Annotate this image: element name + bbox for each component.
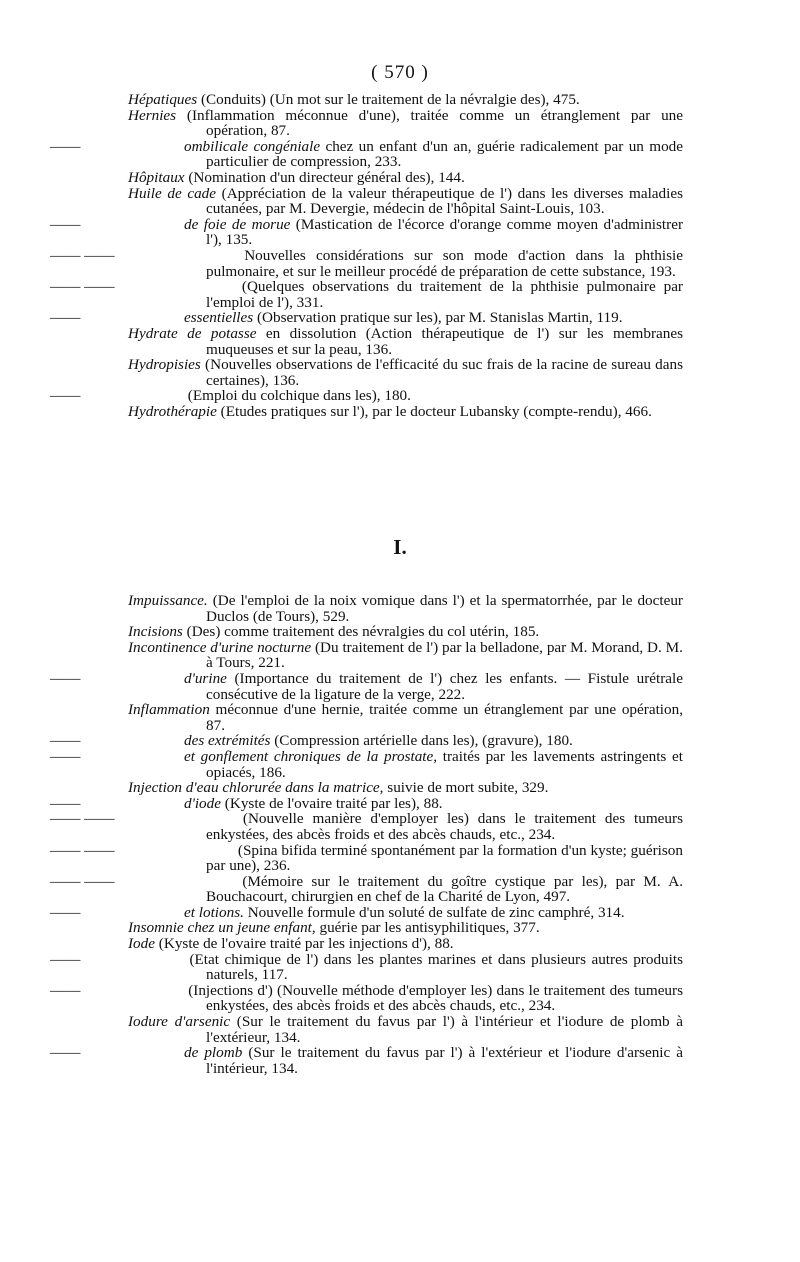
index-text: (Emploi du colchique dans les), 180. [184, 387, 411, 405]
ditto-dash: —— [50, 215, 81, 233]
index-entry [50, 794, 683, 812]
index-entry [50, 278, 683, 311]
index-text: (Sur le traitement du favus par l') à l'extérieur et l'iodure d'arsenic à l'intérieur, 134. [206, 1044, 683, 1077]
index-term: et gonflement chroniques de la prostate, [184, 747, 438, 765]
index-entry [50, 841, 683, 875]
index-text: (Inflammation méconnue d'une), traitée comme un étranglement par une opération, 87. [176, 106, 683, 140]
index-entry [128, 108, 683, 139]
index-term: de plomb [184, 1044, 243, 1062]
index-entry [128, 1014, 683, 1045]
index-text: (Nouvelles observations de l'efficacité du suc frais de la racine de sureau dans certaines), 136. [200, 356, 683, 389]
index-term: ombilicale congéniale [184, 137, 321, 155]
index-entry [128, 780, 683, 796]
ditto-dash: —— [50, 669, 81, 687]
index-term: Hépatiques [128, 91, 198, 108]
index-text: (Mastication de l'écorce d'orange comme moyen d'administrer l'), 135. [206, 215, 683, 249]
index-text: (Quelques observations du traitement de la phthisie pulmonaire par l'emploi de l'), 331. [206, 278, 683, 311]
ditto-dash: —— [50, 309, 81, 327]
index-entry [50, 1044, 683, 1077]
index-term: Iodure d'arsenic [128, 1013, 231, 1031]
index-text: guérie par les antisyphilitiques, 377. [315, 919, 540, 937]
index-text: (Des) comme traitement des névralgies du col utérin, 185. [182, 623, 540, 641]
index-term: d'iode [184, 794, 221, 812]
ditto-dash: —— [50, 732, 81, 750]
index-entry [50, 981, 683, 1015]
index-term: Hernies [128, 106, 177, 124]
ditto-dash: —— —— [50, 246, 115, 264]
index-entry [50, 950, 683, 984]
index-term: Inflammation [128, 701, 210, 719]
index-text: (Spina bifida terminé spontanément par la formation d'un kyste; guérison par une), 236. [206, 841, 683, 875]
index-entry [128, 624, 683, 640]
index-entry [50, 747, 683, 781]
index-term: Incontinence d'urine nocturne [128, 638, 312, 656]
ditto-dash: —— —— [50, 872, 115, 890]
index-entry [128, 640, 683, 671]
index-term: Hydrothérapie [128, 402, 217, 420]
ditto-dash: —— [50, 747, 81, 765]
index-entry [128, 593, 683, 624]
ditto-dash: —— [50, 903, 81, 921]
index-text: (Kyste de l'ovaire traité par les injections d'), 88. [155, 935, 454, 953]
index-text: (Sur le traitement du favus par l') à l'intérieur et l'iodure de plomb à l'extérieur, 134. [206, 1013, 683, 1046]
ditto-dash: —— [50, 387, 81, 405]
index-entry [128, 936, 683, 952]
index-text: (Mémoire sur le traitement du goître cystique par les), par M. A. Bouchacourt, chirurgien en chef de la Charité de Lyon, 497. [206, 872, 683, 906]
index-text: (Observation pratique sur les), par M. Stanislas Martin, 119. [253, 309, 623, 327]
index-term: Hôpitaux [128, 168, 185, 186]
index-text: (Injections d') (Nouvelle méthode d'employer les) dans le traitement des tumeurs enkystées, des abcès froids et des abcès chauds, etc., 234. [184, 981, 683, 1015]
index-text: (Appréciation de la valeur thérapeutique de l') dans les diverses maladies cutanées, par M. Devergie, médecin de l'hôpital Saint-Louis, 103. [206, 184, 683, 218]
index-entry [128, 170, 683, 186]
index-term: et lotions. [184, 903, 244, 921]
ditto-dash: —— [50, 950, 81, 968]
index-entry [50, 215, 683, 249]
index-text: (Etat chimique de l') dans les plantes marines et dans plusieurs autres produits naturels, 117. [184, 950, 683, 984]
index-text: (Conduits) (Un mot sur le traitement de la névralgie des), 475. [197, 91, 580, 108]
index-text: suivie de mort subite, 329. [383, 779, 549, 797]
index-term: d'urine [184, 669, 227, 687]
index-term: Incisions [128, 623, 183, 641]
index-term: Injection d'eau chlorurée dans la matrice, [128, 779, 384, 797]
index-text: (Nomination d'un directeur général des), 144. [184, 168, 465, 186]
index-text: chez un enfant d'un an, guérie radicalement par un mode particulier de compression, 233. [206, 137, 683, 171]
index-entry [50, 872, 683, 906]
index-entry [128, 326, 683, 357]
index-entry [50, 387, 683, 405]
index-text: (Nouvelle manière d'employer les) dans le traitement des tumeurs enkystées, des abcès froids et des abcès chauds, etc., 234. [206, 810, 683, 843]
index-text: (Importance du traitement de l') chez les enfants. — Fistule urétrale consécutive de la ligature de la verge, 222. [206, 669, 683, 703]
ditto-dash: —— —— [50, 278, 115, 296]
index-section-h [50, 91, 683, 420]
index-entry [128, 404, 683, 420]
index-term: Hydrate de potasse [128, 324, 257, 342]
index-text: (Compression artérielle dans les), (gravure), 180. [270, 732, 573, 750]
ditto-dash: —— [50, 1044, 81, 1062]
index-entry [128, 702, 683, 733]
letter-heading: I. [393, 535, 407, 559]
index-entry [50, 810, 683, 843]
index-entry [50, 903, 683, 921]
index-text: (Du traitement de l') par la belladone, par M. Morand, D. M. à Tours, 221. [206, 638, 683, 672]
index-term: des extrémités [184, 732, 271, 750]
index-entry [128, 92, 683, 108]
index-entry [50, 137, 683, 171]
index-text: Nouvelle formule d'un soluté de sulfate de zinc camphré, 314. [243, 903, 625, 921]
index-text: (Kyste de l'ovaire traité par les), 88. [221, 794, 443, 812]
index-term: Huile de cade [128, 184, 217, 202]
ditto-dash: —— —— [50, 841, 115, 859]
index-term: Impuissance. [128, 592, 208, 609]
index-term: Iode [128, 935, 155, 953]
index-entry [50, 246, 683, 280]
ditto-dash: —— [50, 794, 81, 812]
index-entry [50, 732, 683, 750]
index-entry [128, 920, 683, 936]
ditto-dash: —— [50, 137, 81, 155]
page-number: ( 570 ) [371, 62, 429, 83]
index-text: méconnue d'une hernie, traitée comme un étranglement par une opération, 87. [206, 701, 683, 734]
index-text: Nouvelles considérations sur son mode d'action dans la phthisie pulmonaire, et sur le meilleur procédé de préparation de cette substance, 193. [206, 246, 683, 280]
index-term: essentielles [184, 309, 254, 327]
index-entry [128, 186, 683, 217]
index-term: Hydropisies [128, 356, 201, 374]
index-term: de foie de morue [184, 215, 291, 233]
ditto-dash: —— —— [50, 810, 115, 828]
index-text: traités par les lavements astringents et opiacés, 186. [206, 747, 683, 781]
index-entry [50, 669, 683, 703]
ditto-dash: —— [50, 981, 81, 999]
index-entry [128, 357, 683, 388]
index-entry [50, 309, 683, 327]
index-text: (Etudes pratiques sur l'), par le docteur Lubansky (compte-rendu), 466. [216, 402, 652, 420]
index-text: en dissolution (Action thérapeutique de l') sur les membranes muqueuses et sur la peau, 136. [206, 324, 683, 358]
index-term: Insomnie chez un jeune enfant, [128, 919, 316, 937]
index-text: (De l'emploi de la noix vomique dans l') et la spermatorrhée, par le docteur Duclos (de Tours), 529. [206, 592, 683, 625]
index-section-i [50, 592, 683, 1077]
